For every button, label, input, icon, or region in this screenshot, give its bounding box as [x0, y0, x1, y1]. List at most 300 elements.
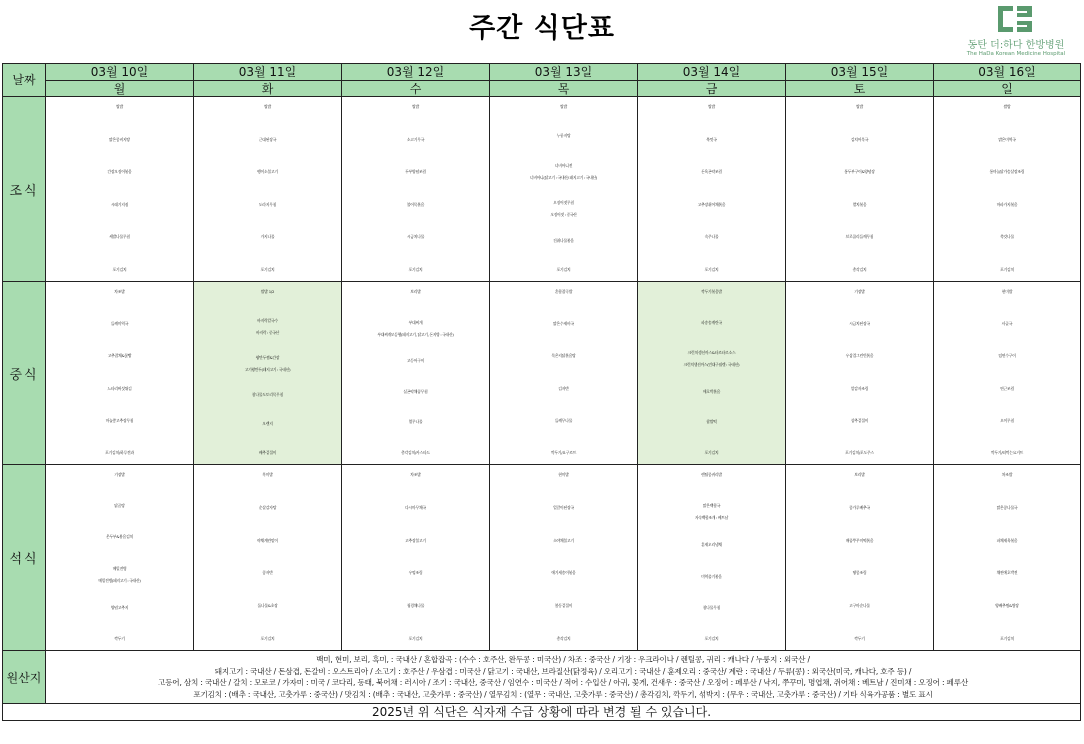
menu-item	[638, 631, 785, 647]
menu-item	[786, 197, 933, 213]
menu-item	[46, 467, 193, 483]
menu-item-name: 온두부&볶음김치	[105, 534, 134, 540]
menu-item-name: 얼갈이된장국	[553, 504, 574, 510]
menu-item-name: 깍두기/요구르트	[550, 449, 577, 455]
menu-item	[194, 631, 341, 647]
menu-cell	[490, 465, 638, 651]
menu-item	[194, 164, 341, 180]
day-date: 03월 10일	[46, 64, 194, 81]
menu-item	[638, 99, 785, 115]
menu-item-name: 너비아니전	[554, 162, 573, 168]
menu-item-name: 봄동겉절이	[554, 603, 573, 609]
menu-item	[490, 598, 637, 614]
day-weekday: 수	[342, 81, 490, 97]
menu-item-name: 크런치생선까스&타르타르소스	[687, 350, 736, 356]
menu-item-name: 맑은백합국	[702, 503, 721, 509]
menu-item-name: 포기김치	[556, 266, 571, 272]
menu-item-list	[934, 97, 1080, 281]
origin-label: 원산지	[3, 651, 46, 704]
menu-cell	[786, 282, 934, 465]
menu-item-name: 누룽지탕	[556, 133, 571, 139]
menu-item	[786, 164, 933, 180]
menu-item	[342, 533, 489, 549]
menu-item-name: 부대찌개	[408, 319, 423, 325]
menu-item	[934, 132, 1080, 148]
menu-item	[342, 565, 489, 581]
menu-item-name: 포기김치	[1000, 635, 1014, 641]
menu-item-name: 열무나물	[408, 419, 423, 425]
menu-item	[638, 229, 785, 245]
menu-item	[490, 233, 637, 249]
menu-item-name: 브로콜리들깨무침	[845, 234, 874, 240]
menu-item-name: 총각김치	[556, 635, 571, 641]
menu-item	[194, 445, 341, 461]
menu-item	[490, 99, 637, 115]
menu-item	[342, 229, 489, 245]
menu-item-name: 깍두기/떠먹는요거트	[990, 449, 1024, 455]
menu-item	[46, 529, 193, 545]
menu-item-name: 사골국	[1001, 321, 1013, 327]
menu-item-name: 닭곰탕	[114, 503, 125, 509]
menu-cell	[46, 282, 194, 465]
footer-note: 2025년 위 식단은 식자재 수급 상황에 따라 변경 될 수 있습니다.	[3, 704, 1081, 721]
menu-item-name: 시금치된장국	[849, 321, 870, 327]
menu-item	[638, 132, 785, 148]
menu-item	[786, 284, 933, 300]
menu-item-name: 북엇국	[706, 136, 717, 142]
menu-item	[638, 384, 785, 400]
menu-item	[638, 315, 785, 331]
menu-item-name: 포기김치	[704, 449, 719, 455]
menu-item	[194, 387, 341, 403]
menu-item-list	[638, 97, 785, 281]
menu-cell	[194, 282, 342, 465]
menu-item-name: 현미밥	[1001, 289, 1013, 294]
menu-cell	[46, 97, 194, 282]
menu-item	[194, 313, 341, 337]
menu-item-name: 맑은콩나물국	[996, 504, 1018, 510]
menu-item-name: 상추겉절이	[850, 417, 869, 423]
menu-item-name: 맑은수제비국	[553, 321, 574, 327]
menu-cell	[342, 465, 490, 651]
hospital-logo	[952, 6, 1080, 62]
menu-item	[194, 229, 341, 245]
menu-item-list	[194, 97, 341, 281]
menu-item-list	[46, 282, 193, 464]
menu-item	[786, 99, 933, 115]
menu-item-name: 고추잡채&꽃빵	[107, 353, 132, 359]
menu-item-origin-note: 고기왕만두(돼지고기 : 국내산)	[244, 367, 291, 372]
menu-item	[786, 262, 933, 278]
day-date: 03월 11일	[194, 64, 342, 81]
menu-item	[490, 128, 637, 144]
page-title: 주간 식단표	[469, 13, 615, 44]
menu-item	[490, 631, 637, 647]
menu-item-name: 오렌지	[262, 421, 273, 426]
menu-item-name: 미역줄기볶음	[701, 573, 722, 579]
menu-item-name: 마늘쫑고추장무침	[105, 417, 134, 423]
menu-item	[46, 316, 193, 332]
menu-item	[786, 500, 933, 516]
menu-item-name: 가지나물	[260, 234, 275, 240]
menu-cell	[638, 465, 786, 651]
menu-item-name: 소야채불고기	[553, 537, 574, 543]
menu-item-name: 멸치볶음	[852, 201, 867, 207]
menu-item-name: 돌나물&초장	[257, 603, 278, 609]
menu-item	[46, 197, 193, 213]
menu-item	[934, 565, 1080, 581]
menu-item-name: 땅콩조림	[852, 570, 867, 576]
menu-item-name: 포기김치	[260, 266, 275, 272]
menu-item	[342, 414, 489, 430]
menu-item-origin-note: 크런치생선까스(민대구필렛 : 국내산)	[683, 362, 740, 368]
menu-item-name: 오징어젓무침	[553, 200, 574, 206]
menu-item-name: 포기김치	[408, 635, 423, 641]
menu-item-name: 보리밥	[854, 472, 865, 477]
menu-item-name: 메밀전병	[112, 565, 127, 571]
meal-label	[3, 97, 46, 282]
menu-item	[934, 99, 1080, 115]
menu-item-name: 통두부구이&양념장	[844, 169, 875, 175]
menu-cell	[786, 465, 934, 651]
meal-label	[3, 465, 46, 651]
menu-item-name: 팽이소불고기	[257, 169, 278, 175]
menu-item	[342, 445, 489, 461]
menu-cell	[194, 465, 342, 651]
menu-item-name: 쌀밥	[560, 104, 567, 109]
menu-item-name: 쌀밥	[708, 104, 715, 109]
menu-item	[934, 598, 1080, 614]
day-weekday: 목	[490, 81, 638, 97]
menu-item-name: 근대된장국	[258, 136, 277, 142]
menu-item-name: 혼합잡곡밥	[554, 289, 573, 294]
menu-item	[490, 348, 637, 364]
menu-item	[786, 565, 933, 581]
meal-label	[3, 282, 46, 465]
menu-item-name: 양념고추지	[110, 604, 129, 610]
menu-item	[786, 348, 933, 364]
menu-item	[46, 284, 193, 300]
day-weekday: 토	[786, 81, 934, 97]
menu-item	[786, 467, 933, 483]
menu-item	[490, 195, 637, 219]
meal-label-text: 조식	[9, 183, 39, 199]
menu-item	[638, 197, 785, 213]
menu-item	[786, 598, 933, 614]
menu-item	[934, 381, 1080, 397]
menu-item-name: 묵은지닭볶음탕	[551, 353, 576, 359]
menu-item-list	[194, 465, 341, 650]
menu-item	[786, 229, 933, 245]
menu-item	[934, 316, 1080, 332]
menu-item	[342, 262, 489, 278]
menu-item	[194, 500, 341, 516]
menu-item-origin-note: 메밀전병(돼지고기 : 국내산)	[98, 577, 141, 583]
day-date: 03월 15일	[786, 64, 934, 81]
menu-item-name: 기장밥	[114, 472, 125, 477]
menu-item-name: 포기김치	[112, 266, 127, 272]
menu-item	[934, 164, 1080, 180]
menu-item-name: 포기김치	[260, 635, 275, 641]
menu-item	[786, 413, 933, 429]
menu-item	[490, 533, 637, 549]
menu-item-name: 고추장불고기	[405, 537, 426, 543]
menu-item-name: 우엉조림	[408, 570, 423, 576]
menu-item-name: 맑은콩비지탕	[109, 136, 130, 142]
menu-item	[934, 445, 1080, 461]
menu-item-name: 훈제오리냉채	[701, 542, 722, 548]
menu-item	[786, 631, 933, 647]
menu-item	[490, 284, 637, 300]
menu-item-name: 연근조림	[1000, 385, 1014, 391]
menu-item	[638, 262, 785, 278]
menu-item-name: 두부양념조림	[405, 169, 426, 175]
menu-cell	[638, 282, 786, 465]
menu-item	[46, 348, 193, 364]
menu-item-name: 왕만두찜&간장	[255, 355, 280, 360]
menu-item	[786, 381, 933, 397]
menu-item-name: 채썬애호박전	[996, 570, 1018, 576]
menu-cell	[934, 97, 1081, 282]
menu-item	[638, 569, 785, 585]
menu-cell	[934, 282, 1081, 465]
menu-item	[46, 631, 193, 647]
menu-item-name: 임연수구이	[998, 353, 1016, 359]
meal-row	[3, 282, 1081, 465]
menu-item-name: 야채계란말이	[257, 537, 278, 543]
day-weekday: 일	[934, 81, 1081, 97]
origin-row	[3, 651, 1081, 704]
menu-item-origin-note: 자숙백합조개 : 베트남	[694, 515, 729, 521]
menu-item-list	[638, 465, 785, 650]
menu-item-name: 포기김치/포도주스	[845, 449, 874, 455]
menu-item	[934, 284, 1080, 300]
menu-item	[46, 561, 193, 585]
menu-item-name: 쌀밥 1/2	[260, 289, 275, 294]
menu-item	[638, 414, 785, 430]
menu-item	[638, 284, 785, 300]
hospital-name: 동탄 더:하다 한방병원	[967, 40, 1065, 51]
menu-item	[194, 598, 341, 614]
menu-item	[490, 500, 637, 516]
origin-line: 포기김치 : (배추 : 국내산, 고춧가루 : 중국산) / 맛김치 : (배추 : 국내산, 고춧가루 : 중국산) / 열무김치 : (열무 : 국내산, 고춧가루 : 중국산) / 총각김치, 깍두기, 섞박지 : (무우 : 국내산, 고춧가루 : 중국산) / 기타 식육가공품 : 별도 표시	[193, 689, 933, 699]
menu-item	[786, 533, 933, 549]
menu-item-name: 쌀밥	[264, 104, 271, 109]
menu-item	[342, 467, 489, 483]
menu-item	[46, 413, 193, 429]
menu-item-name: 바지락칼국수	[257, 318, 278, 323]
menu-item	[194, 197, 341, 213]
meal-label-text: 석식	[9, 552, 39, 567]
menu-item-name: 다시마무채국	[405, 504, 426, 510]
menu-item-name: 렌틸콩귀리밥	[701, 472, 722, 477]
menu-item-name: 알감자조림	[850, 385, 869, 391]
menu-item-name: 깍두기볶음밥	[701, 289, 722, 294]
day-weekday: 화	[194, 81, 342, 97]
menu-item	[194, 99, 341, 115]
menu-item-name: 포기김치/하루견과	[105, 449, 134, 455]
menu-item-name: 간장오징어볶음	[107, 169, 132, 175]
menu-item	[194, 533, 341, 549]
menu-item-list	[490, 465, 637, 650]
origin-info	[46, 651, 1081, 704]
menu-item	[194, 284, 341, 300]
menu-item-list	[638, 282, 785, 464]
day-date: 03월 12일	[342, 64, 490, 81]
menu-item-name: 느타리버섯튀김	[107, 385, 132, 391]
menu-item	[638, 537, 785, 553]
day-weekday: 월	[46, 81, 194, 97]
menu-cell	[342, 97, 490, 282]
menu-item	[490, 413, 637, 429]
menu-item-name: 쌀밥	[116, 104, 123, 109]
menu-item-name: 파채제육볶음	[996, 537, 1018, 543]
menu-item-name: 차조밥	[410, 472, 421, 477]
menu-item	[490, 467, 637, 483]
menu-item-name: 도라지무침	[258, 201, 277, 207]
menu-item	[46, 262, 193, 278]
menu-item-name: 들깨미역국	[110, 321, 129, 327]
menu-cell	[934, 465, 1081, 651]
menu-item-name: 들깨무나물	[554, 417, 573, 423]
weekly-menu-table	[2, 63, 1081, 721]
menu-item	[934, 229, 1080, 245]
menu-item	[46, 600, 193, 616]
menu-item-name: 참나물무침	[702, 604, 721, 610]
menu-item	[46, 498, 193, 514]
menu-item	[934, 262, 1080, 278]
menu-item-name: 총각김치/카스타드	[401, 449, 430, 455]
menu-item-name: 양배추찜&쌈장	[995, 603, 1019, 609]
menu-item-list	[46, 465, 193, 650]
menu-cell	[46, 465, 194, 651]
menu-item-name: 순살감자탕	[258, 504, 277, 510]
menu-item	[490, 316, 637, 332]
menu-cell	[490, 282, 638, 465]
menu-item	[342, 132, 489, 148]
menu-item-name: 시금치나물	[406, 234, 425, 240]
origin-line: 돼지고기 : 국내산 / 돈삼겹, 돈갈비 : 오스트리아 / 소고기 : 호주산 / 우삼겹 : 미국산 / 닭고기 : 국내산, 브라질산(닭정육) / 오리고기 : 국내산 / 훈제오리 : 중국산/ 계란 : 국내산 / 두류(콩) : 외국산(미국, 캐나다, 호주 등) /	[214, 666, 912, 676]
footer-row	[3, 704, 1081, 721]
menu-item	[638, 467, 785, 483]
meal-label-text: 중식	[9, 367, 39, 383]
menu-item-name: 포기김치	[704, 266, 719, 272]
menu-item-name: 김자반	[558, 385, 569, 391]
menu-item-name: 쌀밥	[412, 104, 419, 109]
menu-item-name: 청경채나물	[406, 603, 425, 609]
meal-row	[3, 97, 1081, 282]
menu-item	[638, 445, 785, 461]
menu-item	[342, 284, 489, 300]
menu-item	[786, 132, 933, 148]
menu-item-list	[46, 97, 193, 281]
menu-item-origin-note: 오징어젓 : 중국산	[550, 212, 577, 218]
menu-item	[934, 413, 1080, 429]
menu-item	[638, 600, 785, 616]
menu-item-name: 포기김치	[1000, 266, 1014, 272]
menu-item-name: 건취나물볶음	[553, 237, 574, 243]
menu-item-list	[194, 282, 341, 464]
menu-item	[934, 500, 1080, 516]
menu-item	[46, 229, 193, 245]
menu-item-name: 쌀밥	[1003, 104, 1011, 109]
menu-item	[786, 445, 933, 461]
menu-item-list	[786, 465, 933, 650]
menu-item-name: 보리밥	[410, 289, 421, 294]
menu-item	[638, 345, 785, 369]
menu-item	[490, 262, 637, 278]
menu-item-name: 김치어묵국	[850, 136, 869, 142]
menu-item-name: 맑은미역국	[998, 136, 1016, 142]
menu-item	[342, 631, 489, 647]
menu-item-name: 볼어묵볶음	[406, 201, 425, 207]
menu-item-list	[490, 282, 637, 464]
menu-item-name: 현미밥	[558, 472, 569, 477]
menu-cell	[342, 282, 490, 465]
menu-item-name: 차조밥	[1001, 472, 1013, 477]
menu-item	[786, 316, 933, 332]
menu-item	[46, 164, 193, 180]
menu-item-name: 쌀밥	[856, 104, 863, 109]
menu-item-name: 기장밥	[854, 289, 865, 294]
menu-item-name: 흑미밥	[262, 472, 273, 477]
date-header-label: 날짜	[3, 64, 46, 97]
menu-item-name: 매콤쭈꾸미떡볶음	[845, 537, 874, 543]
menu-item	[342, 598, 489, 614]
menu-item	[194, 350, 341, 374]
menu-cell	[786, 97, 934, 282]
day-date: 03월 16일	[934, 64, 1081, 81]
menu-item-origin-note: 부대찌개모듬햄(돼지고기, 닭고기, 돈지방 : 국내산)	[377, 331, 454, 337]
menu-item	[194, 416, 341, 432]
menu-item	[46, 381, 193, 397]
menu-item	[46, 132, 193, 148]
menu-item-name: 세발나물무침	[109, 234, 130, 240]
menu-item-name: 마파가지볶음	[996, 201, 1018, 207]
menu-item	[490, 565, 637, 581]
menu-item-name: 고구마순나물	[849, 603, 870, 609]
menu-item	[490, 381, 637, 397]
menu-item-name: 숙주나물	[704, 234, 719, 240]
weekday-row	[3, 81, 1081, 97]
menu-item-name: 돈육곤약조림	[701, 169, 722, 175]
menu-item	[934, 467, 1080, 483]
menu-item	[934, 631, 1080, 647]
menu-item-name: 총각김치	[852, 266, 867, 272]
menu-item-name: 시래기지짐	[110, 201, 129, 207]
menu-item-name: 포기김치	[408, 266, 423, 272]
menu-item	[194, 467, 341, 483]
menu-item	[46, 445, 193, 461]
menu-item	[194, 132, 341, 148]
menu-item	[342, 500, 489, 516]
meal-row	[3, 465, 1081, 651]
menu-item	[342, 197, 489, 213]
menu-item-name: 고등어구이	[406, 358, 425, 364]
origin-line: 고등어, 삼치 : 국내산 / 갈치 : 모로코 / 가자미 : 미국 / 코다리, 동태, 북어채 : 러시아 / 조기 : 국내산, 중국산 / 임연수 : 미국산 / 적어 : 수입산 / 아귀, 꽃게, 건새우 : 중국산 / 오징어 : 페루산 / 낙지, 쭈꾸미, 명엽채, 쥐어채 : 베트남 / 진미채 : 오징어 : 페루산	[158, 678, 968, 687]
origin-line: 백미, 현미, 보리, 흑미, : 국내산 / 혼합잡곡 : (수수 : 호주산, 완두콩 : 미국산) / 차조 : 중국산 / 기장 : 우크라이나 / 렌틸콩, 귀리 : 캐나다 / 누룽지 : 외국산 /	[316, 655, 810, 664]
menu-item	[934, 197, 1080, 213]
menu-item-name: 쑥갓나물	[1000, 234, 1014, 240]
menu-item-name: 차조밥	[114, 289, 125, 294]
menu-item-name: 고추장취어채볶음	[697, 201, 726, 207]
menu-item-name: 찹쌀떡	[706, 419, 717, 425]
menu-item	[46, 99, 193, 115]
menu-item-list	[934, 465, 1080, 650]
menu-item-name: 배추겉절이	[258, 450, 277, 455]
menu-item-name: 우삼겹그린빈볶음	[845, 353, 874, 359]
menu-item-name: 소고기무국	[406, 136, 425, 142]
